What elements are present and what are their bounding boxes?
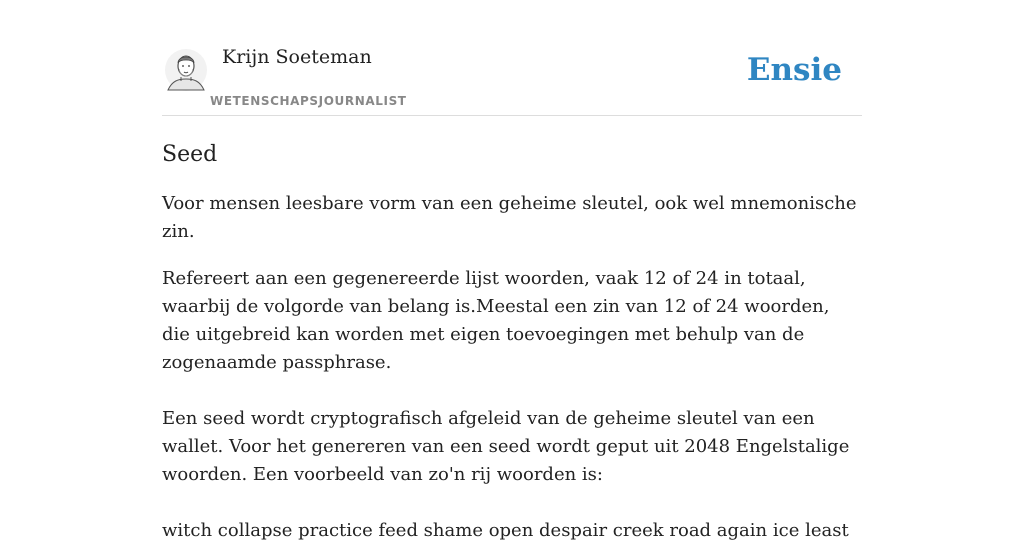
- entry-definition: Voor mensen leesbare vorm van een geheime sleutel, ook wel mnemonische zin.: [162, 193, 857, 242]
- entry-page: [162, 0, 862, 545]
- author-avatar-icon[interactable]: [164, 48, 208, 92]
- author-header: [162, 0, 862, 116]
- entry-paragraph: witch collapse practice feed shame open despair creek road again ice least: [162, 520, 849, 541]
- entry-paragraph: Refereert aan een gegenereerde lijst woorden, vaak 12 of 24 in totaal, waarbij de volgorde van belang is.Meestal een zin van 12 of 24 woorden, die uitgebreid kan worden met eigen toevoegingen met behulp van de zogenaamde passphrase.: [162, 268, 830, 373]
- author-name[interactable]: Krijn Soeteman: [222, 46, 372, 68]
- author-role: WETENSCHAPSJOURNALIST: [210, 94, 407, 108]
- ensie-logo[interactable]: Ensie: [746, 52, 842, 88]
- entry-paragraph: Een seed wordt cryptografisch afgeleid van de geheime sleutel van een wallet. Voor het genereren van een seed wordt geput uit 2048 Engelstalige woorden. Een voorbeeld van zo'n rij woorden is:: [162, 408, 850, 485]
- entry-title: Seed: [162, 142, 218, 167]
